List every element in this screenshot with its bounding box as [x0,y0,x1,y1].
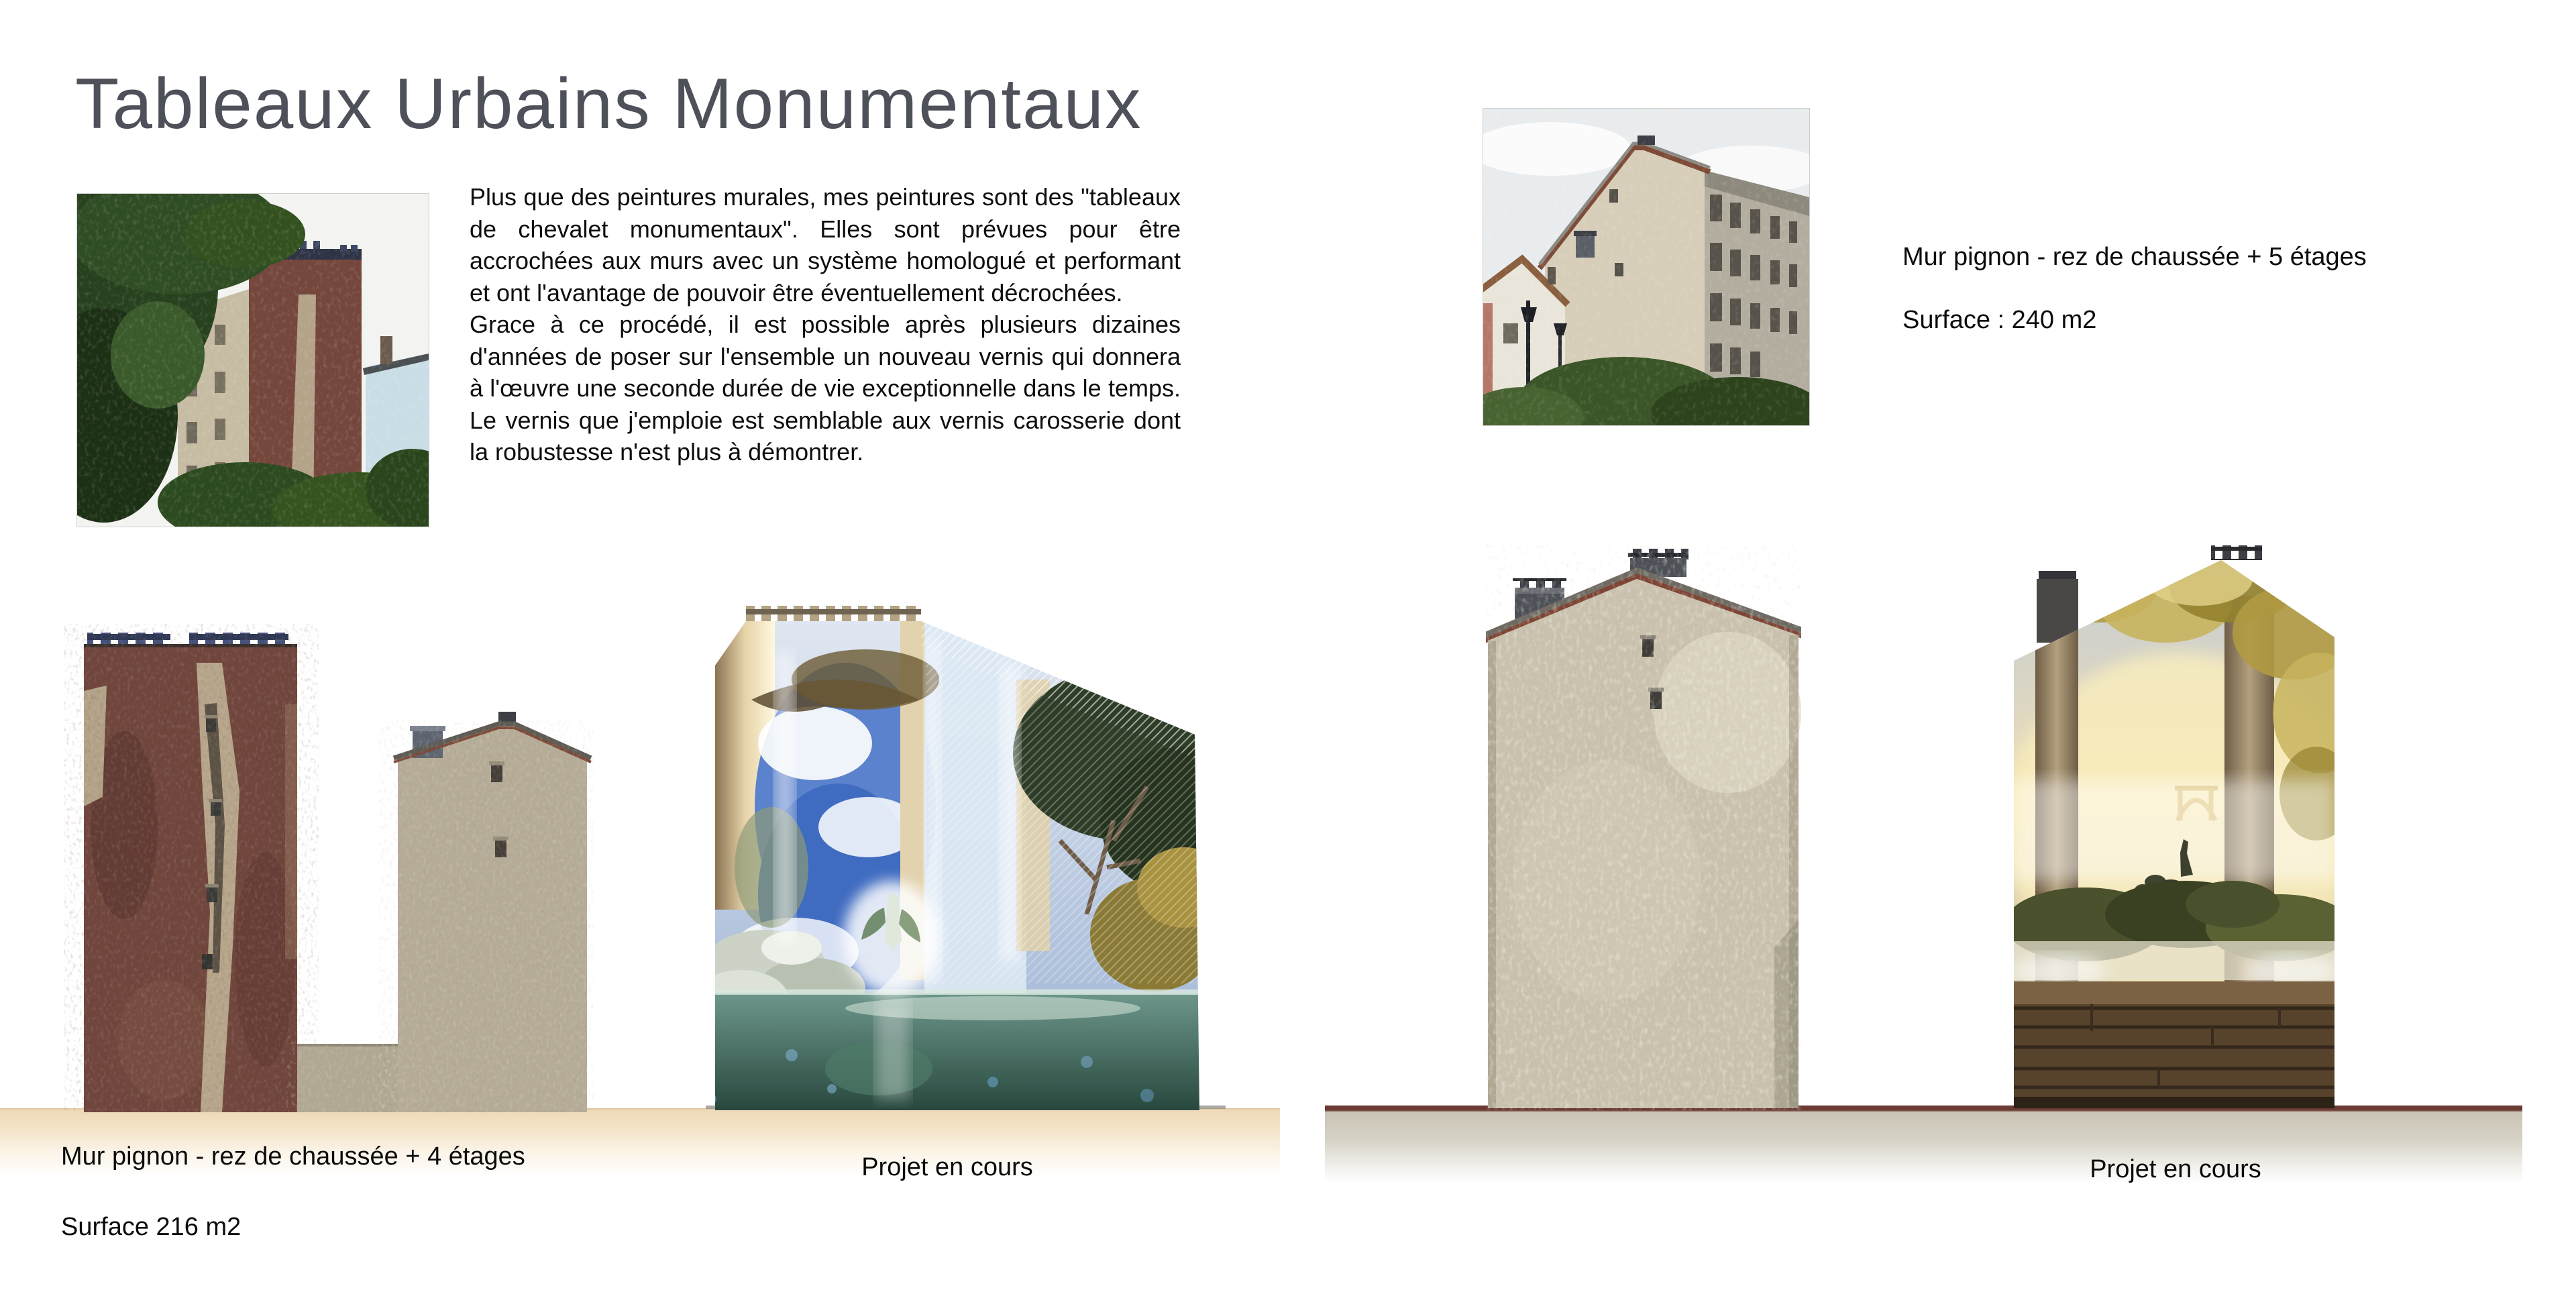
right-surface-label: Surface : 240 m2 [1902,306,2097,334]
photo-right-building-image [1483,109,1809,425]
elevation-right-before-image [1486,545,1801,1110]
photo-left-building [77,194,429,527]
elevation-left-before [64,624,594,1112]
photo-right-building [1483,109,1809,425]
intro-text [470,181,1181,468]
intro-paragraph-1: Plus que des peintures murales, mes peintures sont des "tableaux de chevalet monumentaux". Elles sont prévues pour être accrochées aux murs avec un système homologué et performant et ont l'avantage de pouvoir être éventuellement décrochées. [470,183,1181,307]
mural-left-project-image [711,599,1204,1112]
right-status-label: Projet en cours [2090,1155,2261,1183]
photo-left-building-image [77,194,429,527]
left-surface-label: Surface 216 m2 [61,1213,241,1241]
mural-right-project [2011,539,2337,1110]
left-status-label: Projet en cours [861,1153,1033,1181]
intro-paragraph-2: Grace à ce procédé, il est possible après plusieurs dizaines d'années de poser sur l'ensemble un nouveau vernis qui donnera à l'œuvre une seconde durée de vie exceptionnelle dans le temps. Le vernis que j'emploie est semblable aux vernis carosserie dont la robustesse n'est plus à démontrer. [470,311,1181,466]
elevation-left-before-image [64,624,594,1112]
elevation-right-before [1486,545,1801,1110]
right-wall-label: Mur pignon - rez de chaussée + 5 étages [1902,243,2367,271]
mural-left-project [711,599,1204,1112]
left-wall-label: Mur pignon - rez de chaussée + 4 étages [61,1142,525,1171]
mural-right-project-image [2011,539,2337,1110]
page-title: Tableaux Urbains Monumentaux [75,63,1142,144]
